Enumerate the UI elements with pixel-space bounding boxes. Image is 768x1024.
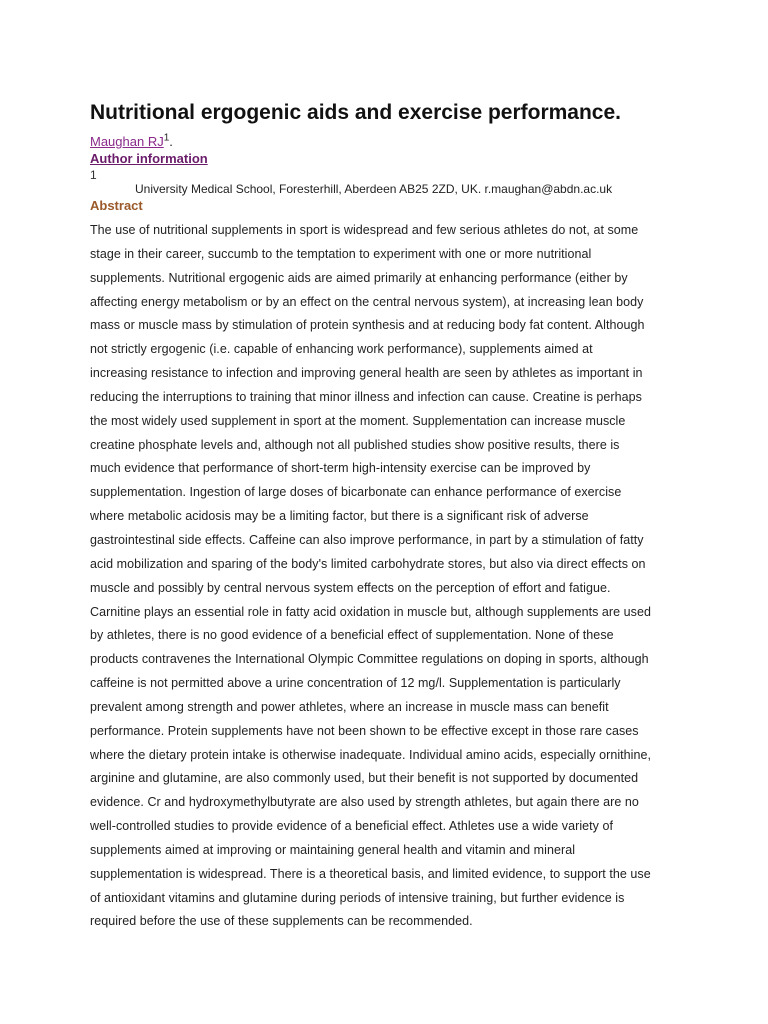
abstract-line: supplementation is widespread. There is a theoretical basis, and limited evidence, to support the use (90, 866, 651, 881)
author-line (90, 133, 690, 150)
abstract-line: mass or muscle mass by stimulation of protein synthesis and at reducing body fat content. Although (90, 318, 645, 333)
abstract-line: caffeine is not permitted above a urine concentration of 12 mg/l. Supplementation is particularly (90, 676, 621, 691)
abstract-line: supplementation. Ingestion of large doses of bicarbonate can enhance performance of exercise (90, 485, 622, 500)
abstract-line: affecting energy metabolism or by an effect on the central nervous system), at increasing lean body (90, 294, 644, 309)
abstract-line: increasing resistance to infection and improving general health are seen by athletes as important in (90, 366, 643, 381)
author-superscript: 1 (163, 132, 170, 144)
abstract-body (90, 219, 690, 934)
abstract-line: much evidence that performance of short-term high-intensity exercise can be improved by (90, 461, 591, 476)
author-information-link[interactable]: Author information (90, 151, 208, 166)
abstract-line: of antioxidant vitamins and glutamine during periods of intensive training, but further evidence is (90, 890, 625, 905)
abstract-line: muscle and possibly by central nervous system effects on the perception of effort and fatigue. (90, 580, 611, 595)
abstract-line: creatine phosphate levels and, although not all published studies show positive results, there is (90, 437, 620, 452)
abstract-line: products contravenes the International Olympic Committee regulations on doping in sports, although (90, 652, 649, 667)
affiliation-text: University Medical School, Foresterhill, Aberdeen AB25 2ZD, UK. r.maughan@abdn.ac.uk (135, 182, 613, 196)
abstract-line: not strictly ergogenic (i.e. capable of enhancing work performance), supplements aimed at (90, 342, 593, 357)
abstract-heading: Abstract (90, 198, 143, 213)
article-title: Nutritional ergogenic aids and exercise performance. (90, 101, 621, 124)
article (90, 98, 690, 934)
abstract-line: well-controlled studies to provide evidence of a beneficial effect. Athletes use a wide variety of (90, 819, 614, 834)
author-suffix: . (169, 134, 173, 149)
abstract-line: gastrointestinal side effects. Caffeine can also improve performance, in part by a stimulation of fatty (90, 532, 644, 547)
abstract-line: evidence. Cr and hydroxymethylbutyrate are also used by strength athletes, but again there are no (90, 795, 639, 810)
abstract-line: by athletes, there is no good evidence of a beneficial effect of supplementation. None of these (90, 628, 614, 643)
abstract-line: arginine and glutamine, are also commonly used, but their benefit is not supported by documented (90, 771, 639, 786)
abstract-line: the most widely used supplement in sport at the moment. Supplementation can increase muscle (90, 413, 626, 428)
abstract-line: acid mobilization and sparing of the body's limited carbohydrate stores, but also via direct effects on (90, 556, 646, 571)
abstract-line: performance. Protein supplements have not been shown to be effective except in those rare cases (90, 723, 639, 738)
abstract-line: required before the use of these supplements can be recommended. (90, 914, 473, 929)
affiliation-number: 1 (90, 168, 97, 182)
abstract-line: supplements. Nutritional ergogenic aids are aimed primarily at enhancing performance (either by (90, 270, 628, 285)
abstract-line: Carnitine plays an essential role in fatty acid oxidation in muscle but, although supplements are used (90, 604, 651, 619)
abstract-line: where the dietary protein intake is otherwise inadequate. Individual amino acids, especially ornithine, (90, 747, 652, 762)
abstract-line: supplements aimed at improving or maintaining general health and vitamin and mineral (90, 842, 576, 857)
abstract-line: where metabolic acidosis may be a limiting factor, but there is a significant risk of adverse (90, 509, 589, 524)
abstract-line: reducing the interruptions to training that minor illness and infection can cause. Creatine is perhaps (90, 389, 642, 404)
abstract-line: prevalent among strength and power athletes, where an increase in muscle mass can benefit (90, 699, 609, 714)
abstract-line: The use of nutritional supplements in sport is widespread and few serious athletes do not, at some (90, 223, 639, 237)
author-link[interactable]: Maughan RJ (90, 134, 164, 149)
abstract-line: stage in their career, succumb to the temptation to experiment with one or more nutritional (90, 246, 592, 261)
